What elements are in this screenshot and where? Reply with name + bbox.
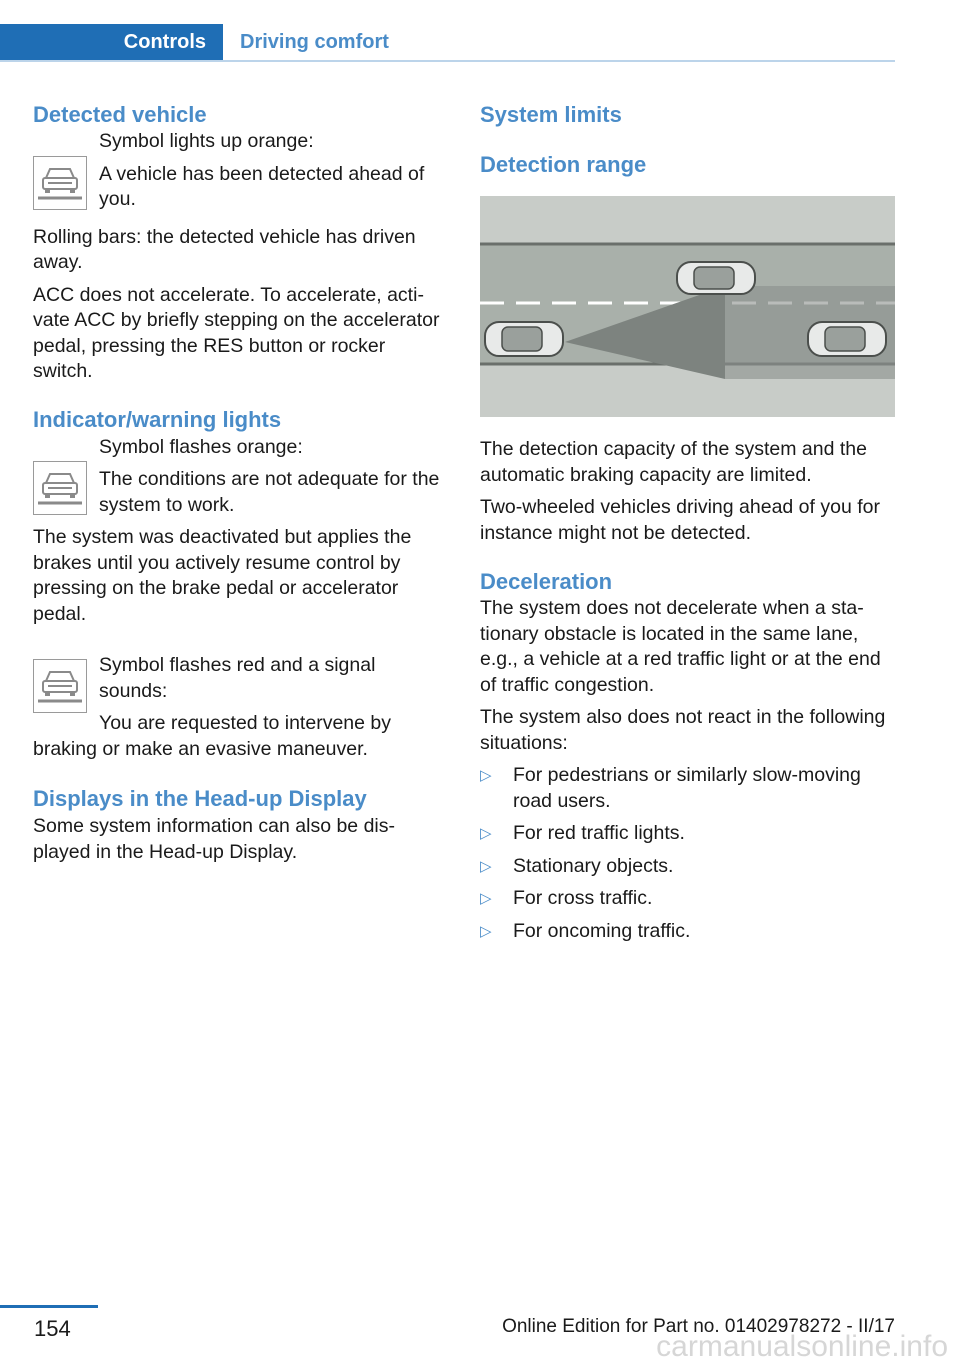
- edition-text: Online Edition for Part no. 01402978272 - II/17: [502, 1316, 895, 1337]
- rolling-bars-text: Rolling bars: the detected vehicle has driven away.: [33, 225, 416, 273]
- vehicle-symbol-icon: [33, 461, 87, 515]
- also-text: The system also does not react in the following situations:: [480, 706, 886, 754]
- ego-car-icon: [485, 322, 563, 356]
- triangle-bullet-icon: ▷: [480, 825, 492, 842]
- list-item: ▷ Stationary objects.: [480, 854, 895, 880]
- car-ahead-other-lane-icon: [677, 262, 755, 294]
- list-item: ▷ For oncoming traffic.: [480, 919, 895, 945]
- left-column: [33, 100, 441, 872]
- list-item: ▷ For red traffic lights.: [480, 821, 895, 847]
- indicator-line1: Symbol flashes orange:: [99, 435, 303, 458]
- list-item: ▷ For pedestrians or similarly slow-moving road users.: [480, 764, 861, 812]
- right-column: [480, 100, 895, 951]
- detection-range-illustration: [480, 196, 895, 417]
- triangle-bullet-icon: ▷: [480, 857, 492, 875]
- two-wheeled-text: Two-wheeled vehicles driving ahead of you for instance might not be detected.: [480, 496, 880, 544]
- acc-text: ACC does not accelerate. To accelerate, activate ACC by briefly stepping on the accelerator pedal, pressing the RES button or rocker switch.: [33, 283, 440, 382]
- list-item: ▷ For cross traffic.: [480, 886, 895, 912]
- indicator-block: [33, 435, 441, 519]
- deactivated-text: The system was deactivated but applies the brakes until you actively resume control by pressing on the brake pedal or accelerator pedal.: [33, 526, 412, 625]
- hud-heading: Displays in the Head-up Display: [33, 786, 367, 811]
- footer-accent-bar: [0, 1305, 98, 1308]
- triangle-bullet-icon: ▷: [480, 922, 492, 940]
- vehicle-symbol-icon: [33, 156, 87, 210]
- watermark: carmanualsonline.info: [656, 1330, 948, 1363]
- detected-vehicle-block: [33, 129, 441, 213]
- triangle-bullet-icon: ▷: [480, 890, 492, 907]
- hud-text: Some system information can also be displayed in the Head-up Display.: [33, 815, 395, 863]
- tab-controls: Controls: [0, 24, 223, 60]
- detected-line2: A vehicle has been detected ahead of you.: [99, 162, 425, 210]
- deceleration-heading: Deceleration: [480, 569, 613, 594]
- header-rule: [0, 60, 895, 62]
- detected-line1: Symbol lights up orange:: [99, 130, 314, 152]
- indicator-heading: Indicator/warning lights: [33, 406, 282, 432]
- system-limits-heading: System limits: [480, 102, 622, 127]
- situations-list: [480, 763, 895, 944]
- page-number: 154: [34, 1316, 71, 1341]
- red-warning-block: [33, 653, 441, 762]
- red-warning-line2: You are requested to intervene by braking or make an evasive maneuver.: [33, 712, 391, 760]
- vehicle-symbol-icon: [33, 659, 87, 713]
- red-warning-line1: Symbol flashes red and a signal sounds:: [99, 654, 376, 702]
- detection-range-heading: Detection range: [480, 152, 647, 177]
- triangle-bullet-icon: ▷: [480, 767, 492, 784]
- car-ahead-same-lane-icon: [808, 322, 886, 356]
- detected-vehicle-heading: Detected vehicle: [33, 102, 207, 127]
- capacity-text: The detection capacity of the system and the automatic braking capacity are limited.: [480, 438, 867, 486]
- tab-driving-comfort: Driving comfort: [240, 31, 389, 53]
- deceleration-text: The system does not decelerate when a stationary obstacle is located in the same lane, e.g., a vehicle at a red traffic light or at the end of traffic congestion.: [480, 597, 881, 696]
- indicator-line2: The conditions are not adequate for the system to work.: [99, 468, 440, 516]
